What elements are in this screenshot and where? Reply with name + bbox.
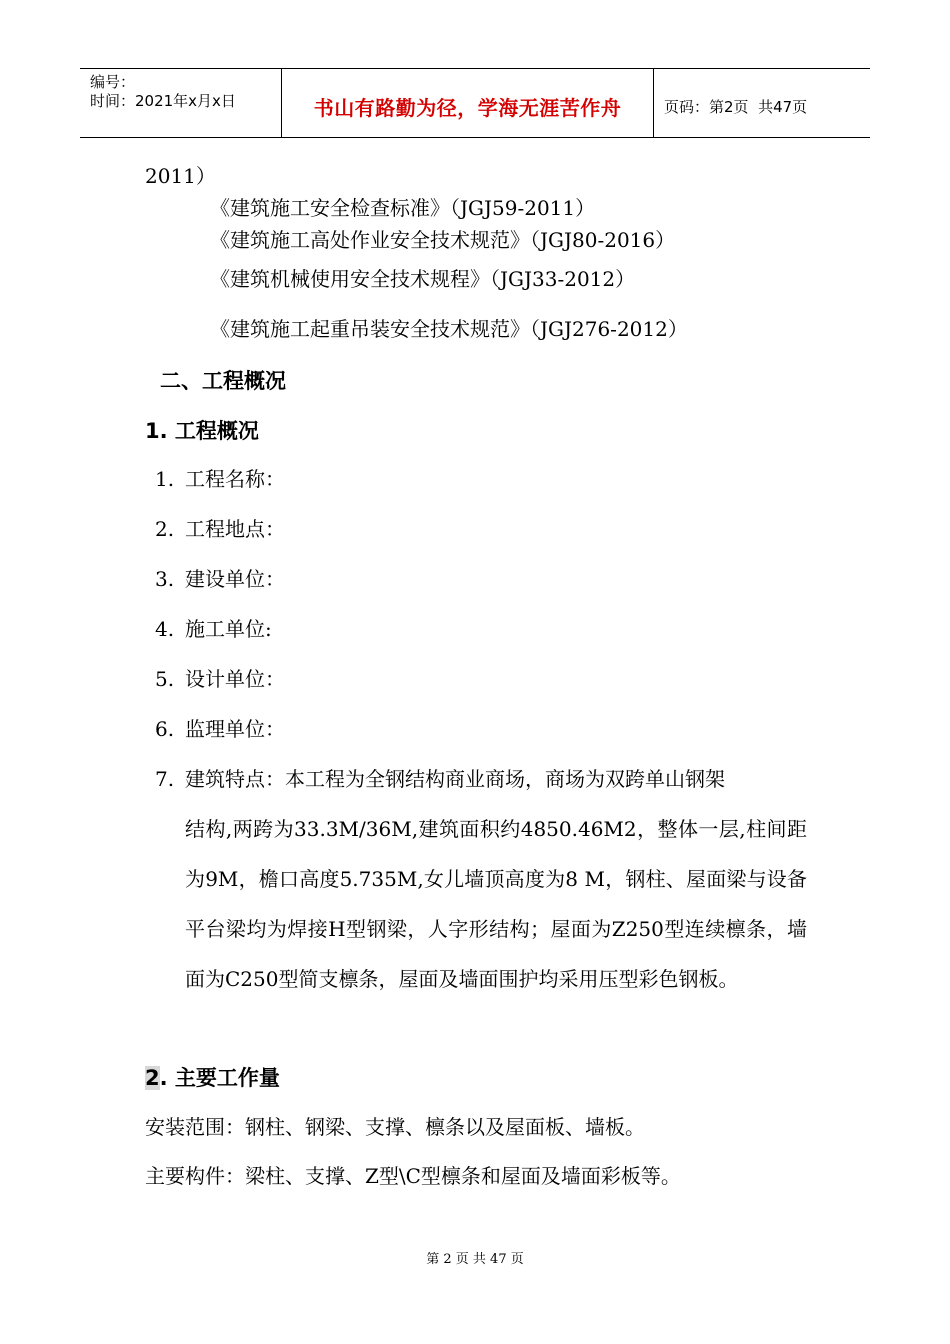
reference-item: 《建筑机械使用安全技术规程》（JGJ33-2012）	[210, 267, 636, 291]
subsection-number: 2	[145, 1066, 160, 1090]
list-text: 监理单位：	[185, 717, 285, 741]
list-item	[155, 767, 725, 791]
list-text: 建筑特点：本工程为全钢结构商业商场，商场为双跨单山钢架	[185, 767, 725, 791]
reference-item: 《建筑施工高处作业安全技术规范》（JGJ80-2016）	[210, 228, 676, 252]
list-text: 设计单位：	[185, 667, 285, 691]
reference-item: 《建筑施工起重吊装安全技术规范》（JGJ276-2012）	[210, 317, 688, 341]
list-number: 1.	[155, 467, 175, 491]
list-item	[155, 667, 285, 691]
list-text: 建设单位：	[185, 567, 285, 591]
list-item	[155, 467, 285, 491]
list-item	[155, 567, 285, 591]
page-footer: 第 2 页 共 47 页	[426, 1252, 524, 1267]
feature-paragraph: 结构,两跨为33.3M/36M,建筑面积约4850.46M2，整体一层,柱间距为9M，檐口高度5.735M,女儿墙顶高度为8 M，钢柱、屋面梁与设备平台梁均为焊接H型钢梁，人字形结构；屋面为Z250型连续檩条，墙面为C250型简支檩条，屋面及墙面围护均采用压型彩色钢板。	[185, 817, 807, 991]
list-text: 施工单位:	[185, 617, 272, 641]
code-label: 编号：	[90, 73, 136, 91]
list-item	[155, 617, 272, 641]
list-number: 7.	[155, 767, 175, 791]
header-motto: 书山有路勤为径，学海无涯苦作舟	[282, 69, 654, 137]
section-title: 二、工程概况	[160, 369, 286, 393]
main-parts-text: 主要构件：梁柱、支撑、Z型\C型檩条和屋面及墙面彩板等。	[145, 1164, 681, 1188]
list-text: 工程名称：	[185, 467, 285, 491]
time-label: 时间：2021年x月x日	[90, 92, 236, 110]
reference-tail: 2011）	[145, 164, 216, 188]
list-text: 工程地点：	[185, 517, 285, 541]
list-item	[155, 717, 285, 741]
header-page-info: 页码：第2页 共47页	[664, 97, 808, 116]
header-meta	[80, 69, 282, 137]
list-number: 5.	[155, 667, 175, 691]
subsection-title	[145, 1065, 280, 1091]
subsection-title: 1. 工程概况	[145, 419, 259, 443]
list-item	[155, 517, 285, 541]
subsection-label: . 主要工作量	[159, 1066, 280, 1090]
list-number: 4.	[155, 617, 175, 641]
list-number: 2.	[155, 517, 175, 541]
install-scope-text: 安装范围：钢柱、钢梁、支撑、檩条以及屋面板、墙板。	[145, 1115, 645, 1139]
reference-item: 《建筑施工安全检查标准》（JGJ59-2011）	[210, 196, 596, 220]
page-header	[80, 68, 870, 138]
list-number: 6.	[155, 717, 175, 741]
list-number: 3.	[155, 567, 175, 591]
